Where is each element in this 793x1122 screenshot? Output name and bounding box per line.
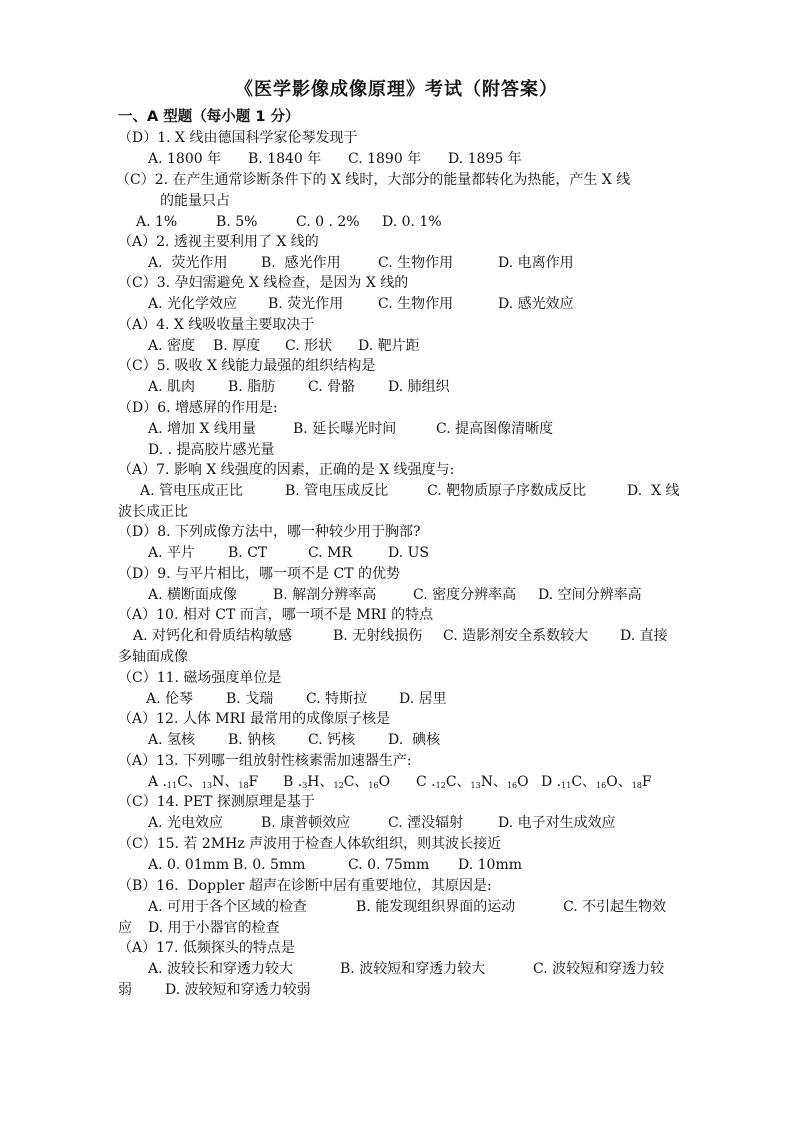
option-c: C. 不引起生物效 [563, 899, 667, 915]
question-stem: 12. 人体 MRI 最常用的成像原子核是 [156, 711, 391, 727]
option-c: C $._{12}C$、$_{13}$N、$_{16}$O [416, 774, 529, 790]
question-stem: 16. Doppler 超声在诊断中居有重要地位，其原因是: [156, 878, 492, 894]
option-d: D. 直接 [620, 628, 668, 644]
option-b: B. 5% [216, 214, 258, 230]
option-d: D. 用于小器官的检查 [148, 920, 280, 936]
option-b: B. 康普顿效应 [261, 815, 351, 831]
question-stem: 8. 下列成像方法中，哪一种较少用于胸部? [157, 524, 421, 540]
option-a: A. 肌肉 [148, 379, 196, 395]
answer-key: （A） [118, 462, 157, 478]
answer-key: （B） [118, 878, 157, 894]
option-b: B. 延长曝光时间 [293, 421, 397, 437]
question-stem: 14. PET 探测原理是基于 [156, 794, 315, 810]
option-a: A. 横断面成像 [148, 587, 238, 603]
question-9 [118, 564, 400, 584]
section-heading: 一、A 型题（每小题 1 分） [118, 109, 300, 125]
option-a: A. 平片 [148, 545, 196, 561]
question-6 [118, 398, 278, 418]
question-14 [118, 792, 315, 812]
question-10 [118, 605, 433, 625]
question-13 [118, 751, 412, 771]
answer-key: （C） [118, 670, 157, 686]
question-5 [118, 356, 375, 376]
option-d: D. US [388, 545, 430, 561]
document-title: 《医学影像成像原理》考试（附答案） [235, 79, 558, 100]
option-c: C. 湮没辐射 [388, 815, 464, 831]
question-4 [118, 315, 314, 335]
question-stem: 17. 低频探头的特点是 [156, 940, 295, 956]
question-17 [118, 938, 295, 958]
option-a: A. 光化学效应 [148, 296, 238, 312]
option-continued: 应 [118, 920, 132, 936]
answer-key: （C） [118, 358, 157, 374]
option-c: C. 生物作用 [378, 255, 454, 271]
option-d: D. 0. 1% [382, 214, 442, 230]
question-11 [118, 668, 281, 688]
option-continued: 波长成正比 [118, 504, 188, 520]
option-a: A. 荧光作用 [148, 255, 228, 271]
question-stem-continued: 的能量只占 [160, 193, 230, 209]
question-7 [118, 460, 454, 480]
option-b: B. 荧光作用 [268, 296, 344, 312]
option-d: D. 电子对生成效应 [498, 815, 616, 831]
answer-key: （A） [118, 940, 157, 956]
question-stem: 2. 在产生通常诊断条件下的 X 线时，大部分的能量都转化为热能，产生 X 线 [154, 172, 631, 188]
option-a: A. 密度 [148, 338, 196, 354]
answer-key: （A） [118, 753, 157, 769]
option-a: A. 氢核 [148, 732, 196, 748]
option-a: A. 波较长和穿透力较大 [148, 961, 294, 977]
option-d: D. 波较短和穿透力较弱 [165, 982, 311, 998]
question-stem: 13. 下列哪一组放射性核素需加速器生产: [156, 753, 412, 769]
question-stem: 5. 吸收 X 线能力最强的组织结构是 [156, 358, 376, 374]
question-stem: 9. 与平片相比，哪一项不是 CT 的优势 [157, 566, 400, 582]
question-12 [118, 709, 390, 729]
option-d: D. 靶片距 [358, 338, 420, 354]
answer-key: （D） [118, 524, 158, 540]
option-b: B. 厚度 [213, 338, 261, 354]
question-16 [118, 876, 492, 896]
question-stem: 10. 相对 CT 而言，哪一项不是 MRI 的特点 [156, 607, 434, 623]
option-b: B. 能发现组织界面的运动 [356, 899, 516, 915]
option-continued: 弱 [118, 982, 132, 998]
option-continued: 多轴面成像 [118, 649, 188, 665]
option-c: C. 形状 [285, 338, 333, 354]
question-stem: 7. 影响 X 线强度的因素，正确的是 X 线强度与: [156, 462, 455, 478]
option-b: B. 解剖分辨率高 [273, 587, 377, 603]
answer-key: （A） [118, 317, 157, 333]
question-8 [118, 522, 421, 542]
option-c: C. 生物作用 [378, 296, 454, 312]
option-a: A. 0. 01mm [148, 857, 230, 873]
question-2 [116, 170, 630, 190]
question-1 [118, 128, 357, 148]
question-2b [118, 232, 319, 252]
options-row [148, 959, 688, 1059]
answer-key: （A） [118, 234, 157, 250]
option-d: D. . 提高胶片感光量 [148, 442, 275, 458]
answer-key: （D） [118, 400, 158, 416]
option-b: B. 戈瑞 [226, 691, 274, 707]
option-c: C. 0. 75mm [348, 857, 430, 873]
answer-key: （D） [118, 566, 158, 582]
option-b: B. 0. 5mm [233, 857, 306, 873]
answer-key: （C） [116, 172, 155, 188]
option-d: D. 感光效应 [498, 296, 574, 312]
question-stem: 2. 透视主要利用了 X 线的 [156, 234, 319, 250]
option-a: A. 管电压成正比 [140, 483, 244, 499]
option-d: D. X 线 [627, 483, 680, 499]
option-c: C. 密度分辨率高 [413, 587, 517, 603]
option-b: B $._3H$、$_{12}$C、$_{16}$O [283, 774, 391, 790]
option-b: B. 感光作用 [261, 255, 341, 271]
option-a: A $._{11}C$、$_{13}$N、$_{18}$F [148, 774, 259, 790]
option-c: C. 波较短和穿透力较 [533, 961, 665, 977]
option-a: A. 1% [136, 214, 178, 230]
option-c: C. 造影剂安全系数较大 [443, 628, 589, 644]
option-a: A. 可用于各个区域的检查 [148, 899, 308, 915]
answer-key: （C） [118, 794, 157, 810]
option-b: B. 管电压成反比 [285, 483, 389, 499]
option-b: B. 脂肪 [228, 379, 276, 395]
answer-key: （C） [118, 836, 157, 852]
option-a: A. 对钙化和骨质结构敏感 [133, 628, 293, 644]
option-c: C. 1890 年 [348, 151, 422, 167]
question-stem: 4. X 线吸收量主要取决于 [156, 317, 315, 333]
question-stem: 1. X 线由德国科学家伦琴发现于 [157, 130, 358, 146]
question-stem: 6. 增感屏的作用是: [157, 400, 278, 416]
option-a: A. 1800 年 [148, 151, 222, 167]
option-d: D. 碘核 [388, 732, 441, 748]
answer-key: （A） [118, 711, 157, 727]
question-3 [118, 273, 408, 293]
option-a: A. 光电效应 [148, 815, 224, 831]
option-d: D. 1895 年 [448, 151, 522, 167]
option-c: C. 0 . 2% [296, 214, 360, 230]
question-stem: 15. 若 2MHz 声波用于检查人体软组织，则其波长接近 [156, 836, 502, 852]
option-b: B. 波较短和穿透力较大 [340, 961, 486, 977]
option-d: D. 空间分辨率高 [538, 587, 642, 603]
option-c: C. 骨骼 [308, 379, 356, 395]
option-b: B. 钠核 [228, 732, 276, 748]
option-d: D. 10mm [458, 857, 522, 873]
option-a: A. 伦琴 [146, 691, 194, 707]
answer-key: （D） [118, 130, 158, 146]
question-stem: 11. 磁场强度单位是 [156, 670, 282, 686]
option-d: D. 电离作用 [498, 255, 574, 271]
option-b: B. 无射线损伤 [333, 628, 423, 644]
option-b: B. CT [228, 545, 268, 561]
option-d: D. 肺组织 [388, 379, 450, 395]
option-c: C. 靶物质原子序数成反比 [427, 483, 587, 499]
question-15 [118, 834, 501, 854]
option-c: C. 特斯拉 [306, 691, 368, 707]
option-b: B. 1840 年 [248, 151, 322, 167]
answer-key: （C） [118, 275, 157, 291]
option-d: D. 居里 [399, 691, 447, 707]
option-c: C. 提高图像清晰度 [436, 421, 554, 437]
option-c: C. 钙核 [308, 732, 356, 748]
option-d: D $._{11}C$、$_{16}$O、$_{18}$F [541, 774, 652, 790]
option-a: A. 增加 X 线用量 [148, 421, 256, 437]
question-stem: 3. 孕妇需避免 X 线检查，是因为 X 线的 [156, 275, 409, 291]
option-c: C. MR [308, 545, 352, 561]
answer-key: （A） [118, 607, 157, 623]
